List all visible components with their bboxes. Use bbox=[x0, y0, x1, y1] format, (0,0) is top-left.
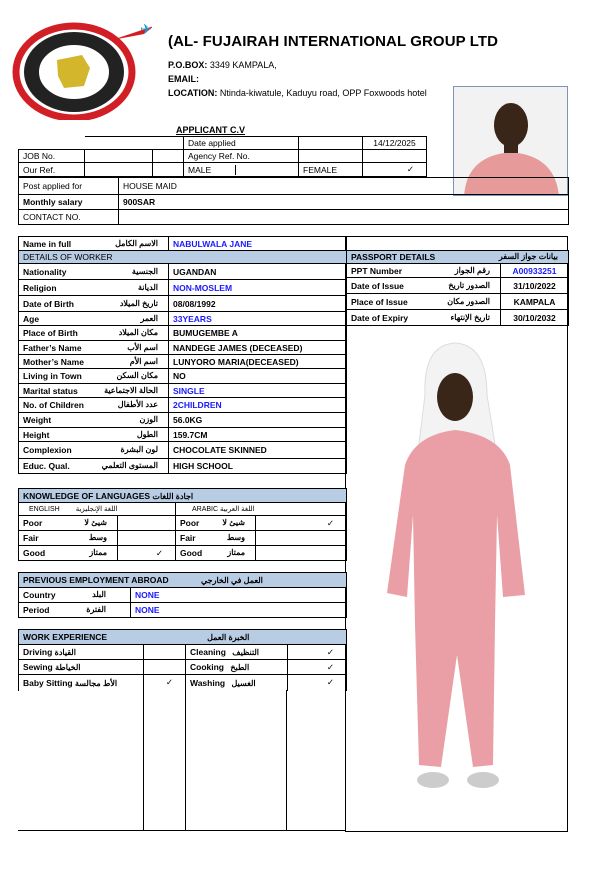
work-skill-check: ✓ bbox=[288, 675, 347, 691]
work-skill-label: Washing الغسيل bbox=[186, 675, 288, 691]
work-column-lines bbox=[143, 690, 287, 830]
detail-row bbox=[19, 413, 347, 428]
detail-value: BUMUGEMBE A bbox=[169, 326, 347, 341]
employment-header: PREVIOUS EMPLOYMENT ABROAD العمل في الخارجي bbox=[19, 573, 347, 588]
work-skill-label: Driving القيادة bbox=[19, 645, 144, 660]
name-label: Name in full الاسم الكامل bbox=[19, 237, 169, 251]
work-skill-check bbox=[144, 645, 186, 660]
arabic-level-check: ✓ bbox=[256, 516, 347, 531]
salary-value: 900SAR bbox=[119, 195, 569, 210]
work-skill-label: Baby Sitting الأط مجالسة bbox=[19, 675, 144, 691]
detail-label: Marital status الحالة الاجتماعية bbox=[19, 384, 169, 398]
work-skill-label: Sewing الخياطة bbox=[19, 660, 144, 675]
arabic-level-check bbox=[256, 546, 347, 561]
our-ref-label: Our Ref. bbox=[19, 163, 85, 177]
employment-label: Period الفترة bbox=[19, 603, 131, 618]
detail-value: SINGLE bbox=[169, 384, 347, 398]
passport-row bbox=[347, 278, 569, 294]
agency-ref-label: Agency Ref. No. bbox=[184, 150, 299, 163]
post-label: Post applied for bbox=[19, 178, 119, 195]
reference-table bbox=[18, 136, 427, 177]
language-row bbox=[19, 531, 347, 546]
english-level-label: Fair وسط bbox=[19, 531, 118, 546]
detail-label: Nationality الجنسية bbox=[19, 264, 169, 280]
arabic-level-label: Poor شيئ لا bbox=[176, 516, 256, 531]
work-row bbox=[19, 645, 347, 660]
name-value: NABULWALA JANE bbox=[169, 237, 347, 251]
detail-row bbox=[19, 428, 347, 442]
detail-value: NANDEGE JAMES (DECEASED) bbox=[169, 341, 347, 355]
work-bottom-line bbox=[18, 830, 346, 831]
detail-label: Complexion لون البشرة bbox=[19, 442, 169, 459]
detail-row bbox=[19, 296, 347, 312]
language-row bbox=[19, 546, 347, 561]
employment-label: Country البلد bbox=[19, 588, 131, 603]
company-pobox: P.O.BOX: 3349 KAMPALA, bbox=[168, 60, 277, 70]
company-email: EMAIL: bbox=[168, 74, 199, 84]
contact-value bbox=[119, 210, 569, 225]
detail-value: CHOCOLATE SKINNED bbox=[169, 442, 347, 459]
detail-value: UGANDAN bbox=[169, 264, 347, 280]
detail-label: Father’s Name اسم الأب bbox=[19, 341, 169, 355]
detail-label: Place of Birth مكان الميلاد bbox=[19, 326, 169, 341]
passport-row bbox=[347, 264, 569, 278]
english-subheader: ENGLISH اللغة الإنجليزية bbox=[19, 503, 176, 516]
date-applied-value: 14/12/2025 bbox=[363, 137, 427, 150]
arabic-level-label: Good ممتاز bbox=[176, 546, 256, 561]
detail-value: LUNYORO MARIA(DECEASED) bbox=[169, 355, 347, 369]
work-skill-check: ✓ bbox=[144, 675, 186, 691]
company-name: (AL- FUJAIRAH INTERNATIONAL GROUP LTD bbox=[168, 33, 499, 50]
detail-label: Height الطول bbox=[19, 428, 169, 442]
passport-label: PPT Number رقم الجواز bbox=[347, 264, 501, 278]
female-label: FEMALE bbox=[299, 163, 363, 177]
detail-label: No. of Children عدد الأطفال bbox=[19, 398, 169, 413]
company-location: LOCATION: Ntinda-kiwatule, Kaduyu road, OPP Foxwoods hotel bbox=[168, 88, 427, 98]
detail-value: 33YEARS bbox=[169, 312, 347, 326]
detail-value: NO bbox=[169, 369, 347, 384]
detail-value: HIGH SCHOOL bbox=[169, 459, 347, 474]
english-level-label: Good ممتاز bbox=[19, 546, 118, 561]
detail-label: Living in Town مكان السكن bbox=[19, 369, 169, 384]
passport-row bbox=[347, 310, 569, 326]
detail-row bbox=[19, 459, 347, 474]
detail-label: Mother’s Name اسم الأم bbox=[19, 355, 169, 369]
salary-label: Monthly salary bbox=[19, 195, 119, 210]
work-skill-check bbox=[144, 660, 186, 675]
company-logo bbox=[12, 20, 152, 120]
languages-table bbox=[18, 488, 347, 561]
passport-value: 31/10/2022 bbox=[501, 278, 569, 294]
passport-label: Place of Issue الصدور مكان bbox=[347, 294, 501, 310]
english-level-label: Poor شيئ لا bbox=[19, 516, 118, 531]
passport-value: A00933251 bbox=[501, 264, 569, 278]
date-applied-label: Date applied bbox=[184, 137, 299, 150]
detail-row bbox=[19, 312, 347, 326]
employment-row bbox=[19, 588, 347, 603]
detail-row bbox=[19, 442, 347, 459]
detail-label: Age العمر bbox=[19, 312, 169, 326]
english-level-check bbox=[118, 531, 176, 546]
arabic-subheader: ARABIC اللغة العربية bbox=[176, 503, 347, 516]
contact-label: CONTACT NO. bbox=[19, 210, 119, 225]
detail-value: 159.7CM bbox=[169, 428, 347, 442]
language-row bbox=[19, 516, 347, 531]
detail-label: Weight الوزن bbox=[19, 413, 169, 428]
details-table bbox=[18, 236, 347, 474]
detail-label: Religion الديانة bbox=[19, 280, 169, 296]
job-no-label: JOB No. bbox=[19, 150, 85, 163]
employment-row bbox=[19, 603, 347, 618]
detail-value: 2CHILDREN bbox=[169, 398, 347, 413]
passport-value: KAMPALA bbox=[501, 294, 569, 310]
employment-value: NONE bbox=[131, 603, 347, 618]
work-row bbox=[19, 660, 347, 675]
detail-row bbox=[19, 398, 347, 413]
detail-label: Date of Birth تاريخ الميلاد bbox=[19, 296, 169, 312]
detail-row bbox=[19, 280, 347, 296]
detail-row bbox=[19, 355, 347, 369]
detail-value: NON-MOSLEM bbox=[169, 280, 347, 296]
detail-value: 56.0KG bbox=[169, 413, 347, 428]
detail-value: 08/08/1992 bbox=[169, 296, 347, 312]
passport-row bbox=[347, 294, 569, 310]
svg-text:✈: ✈ bbox=[140, 21, 152, 37]
post-value: HOUSE MAID bbox=[119, 178, 569, 195]
passport-value: 30/10/2032 bbox=[501, 310, 569, 326]
detail-row bbox=[19, 264, 347, 280]
arabic-level-label: Fair وسط bbox=[176, 531, 256, 546]
work-skill-label: Cleaning التنظيف bbox=[186, 645, 288, 660]
applicant-full-photo bbox=[375, 335, 535, 800]
passport-label: Date of Issue الصدور تاريخ bbox=[347, 278, 501, 294]
languages-header: KNOWLEDGE OF LANGUAGES اجادة اللغات bbox=[19, 489, 347, 503]
detail-row bbox=[19, 369, 347, 384]
work-header: WORK EXPERIENCE الخبرة العمل bbox=[19, 630, 347, 645]
male-label: MALE bbox=[184, 165, 236, 175]
details-header: DETAILS OF WORKER bbox=[19, 251, 347, 264]
english-level-check bbox=[118, 516, 176, 531]
work-table bbox=[18, 629, 347, 691]
detail-row bbox=[19, 341, 347, 355]
arabic-level-check bbox=[256, 531, 347, 546]
english-level-check: ✓ bbox=[118, 546, 176, 561]
detail-row bbox=[19, 326, 347, 341]
passport-table bbox=[346, 250, 569, 326]
passport-label: Date of Expiry تاريخ الإنتهاء bbox=[347, 310, 501, 326]
female-check: ✓ bbox=[363, 163, 427, 177]
work-skill-check: ✓ bbox=[288, 645, 347, 660]
post-table bbox=[18, 177, 569, 225]
employment-value: NONE bbox=[131, 588, 347, 603]
work-row bbox=[19, 675, 347, 691]
detail-label: Educ. Qual. المستوى التعلمي bbox=[19, 459, 169, 474]
detail-row bbox=[19, 384, 347, 398]
employment-table bbox=[18, 572, 347, 618]
passport-header: PASSPORT DETAILS بيانات جواز السفر bbox=[347, 251, 569, 264]
work-skill-check: ✓ bbox=[288, 660, 347, 675]
cv-title: APPLICANT C.V bbox=[176, 125, 246, 135]
work-skill-label: Cooking الطبخ bbox=[186, 660, 288, 675]
